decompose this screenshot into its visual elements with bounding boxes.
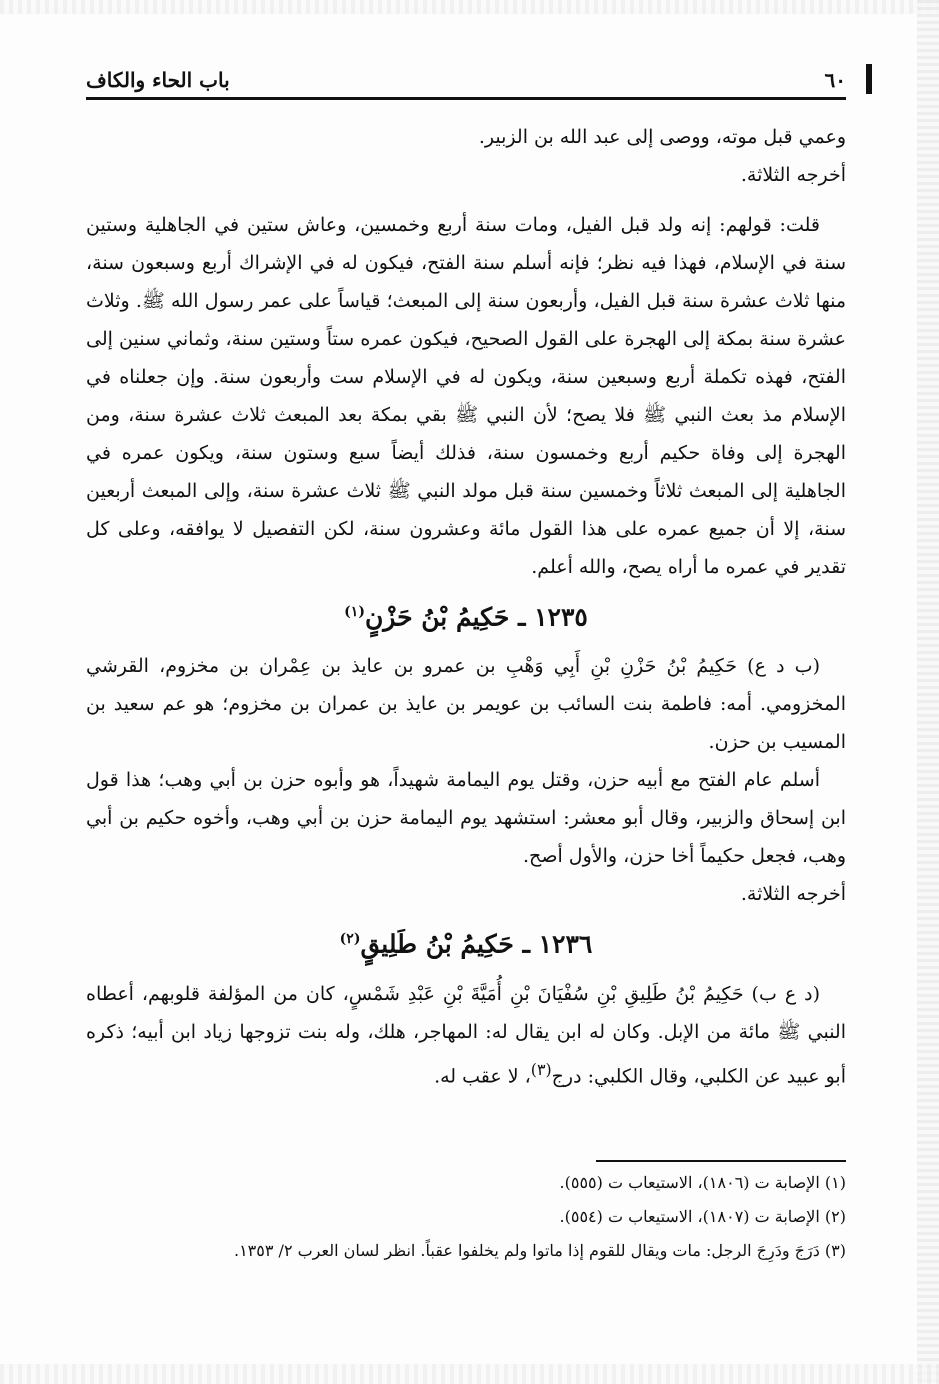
footnote: (٣) دَرَجَ ودَرِجَ الرجل: مات ويقال للقوم إذا ماتوا ولم يخلفوا عقباً. انظر لسان العرب ٢/ ١٣٥٣. — [233, 1241, 846, 1260]
paragraph: قلت: قولهم: إنه ولد قبل الفيل، ومات سنة أربع وخمسين، وعاش ستين في الجاهلية وستين سنة في الإسلام، فهذا فيه نظر؛ فإنه أسلم سنة الفتح، فيكون له في الإشراك أربع وسبعون سنة، منها ثلاث عشرة سنة قبل الفيل، وأربعون سنة إلى المبعث؛ قياساً على عمر رسول الله ﷺ. وثلاث عشرة سنة بمكة إلى الهجرة على القول الصحيح، فيكون عمره ستاً وستين سنة، وثماني سنين إلى الفتح، فهذه تكملة أربع وسبعين سنة، ويكون له في الإسلام ست وأربعون سنة. وإن جعلناه في الإسلام مذ بعث النبي ﷺ فلا يصح؛ لأن النبي ﷺ بقي بمكة بعد المبعث ثلاث عشرة سنة، ومن الهجرة إلى وفاة حكيم أربع وخمسون سنة، فذلك أيضاً سبع وستون سنة، ويكون عمره في الجاهلية إلى المبعث ثلاثاً وخمسين سنة قبل مولد النبي ﷺ ثلاث عشرة سنة، وإلى المبعث أربعين سنة، إلا أن جميع عمره على هذا القول مائة وعشرون سنة، لكن التفصيل لا يوافقه، وعلى كل تقدير في عمره ما أراه يصح، والله أعلم. — [86, 214, 846, 578]
footnote: (٢) الإصابة ت (١٨٠٧)، الاستيعاب ت (٥٥٤). — [559, 1207, 846, 1226]
main-text — [86, 118, 846, 1095]
header-rule — [86, 97, 846, 100]
scan-edge-bottom — [0, 1364, 939, 1384]
margin-mark — [866, 64, 872, 94]
paragraph: (ب د ع) حَكِيمُ بْنُ حَزْنِ بْنِ أَبِي وَهْبِ بن عمرو بن عايذ بن عِمْران بن مخزوم، القرشي المخزومي. أمه: فاطمة بنت السائب بن عويمر بن عايذ بن عمران بن مخزوم؛ هو عم سعيد بن المسيب بن حزن. — [86, 655, 846, 754]
footnote-ref: (١) — [344, 604, 365, 620]
footnote-rule — [596, 1160, 846, 1162]
entry-heading — [86, 917, 846, 966]
paragraph: أسلم عام الفتح مع أبيه حزن، وقتل يوم اليمامة شهيداً، هو وأبوه حزن بن أبي وهب؛ هذا قول ابن إسحاق والزبير، وقال أبو معشر: استشهد يوم اليمامة حزن بن أبي وهب، وأخوه حكيم بن أبي وهب، فجعل حكيماً أخا حزن، والأول أصح. — [86, 769, 846, 868]
paragraph: أخرجه الثلاثة. — [740, 883, 846, 906]
scan-edge-top — [0, 0, 939, 14]
footnotes — [86, 1160, 846, 1268]
scan-edge-right — [917, 0, 939, 1384]
paragraph — [86, 975, 846, 1095]
paragraph-text: (د ع ب) حَكِيمُ بْنُ طَلِيقِ بْنِ سُفْيَانَ بْنِ أُمَيَّةَ بْنِ عَبْدِ شَمْسٍ، كان من المؤلفة قلوبهم، أعطاه النبي ﷺ مائة من الإبل. وكان له ابن يقال له: المهاجر، هلك، وله بنت تزوجها زياد ابن أبيه؛ ذكره أبو عبيد عن الكلبي، وقال الكلبي: درج — [86, 982, 846, 1087]
entry-title: ١٢٣٦ ـ حَكِيمُ بْنُ طَلِيقٍ — [360, 929, 593, 959]
page-header — [86, 60, 846, 100]
paragraph: وعمي قبل موته، ووصى إلى عبد الله بن الزبير. — [478, 126, 846, 148]
footnote-ref: (٢) — [339, 931, 361, 948]
spacer — [86, 194, 846, 206]
paragraph-text: ، لا عقب له. — [434, 1064, 531, 1087]
entry-title: ١٢٣٥ ـ حَكِيمُ بْنُ حَزْنٍ — [364, 602, 588, 632]
entry-heading — [86, 590, 846, 639]
section-title: باب الحاء والكاف — [86, 68, 230, 92]
page-number: ٦٠ — [824, 68, 846, 92]
footnote: (١) الإصابة ت (١٨٠٦)، الاستيعاب ت (٥٥٥). — [559, 1173, 846, 1192]
paragraph: أخرجه الثلاثة. — [740, 164, 846, 186]
footnote-ref: (٣) — [530, 1059, 552, 1079]
